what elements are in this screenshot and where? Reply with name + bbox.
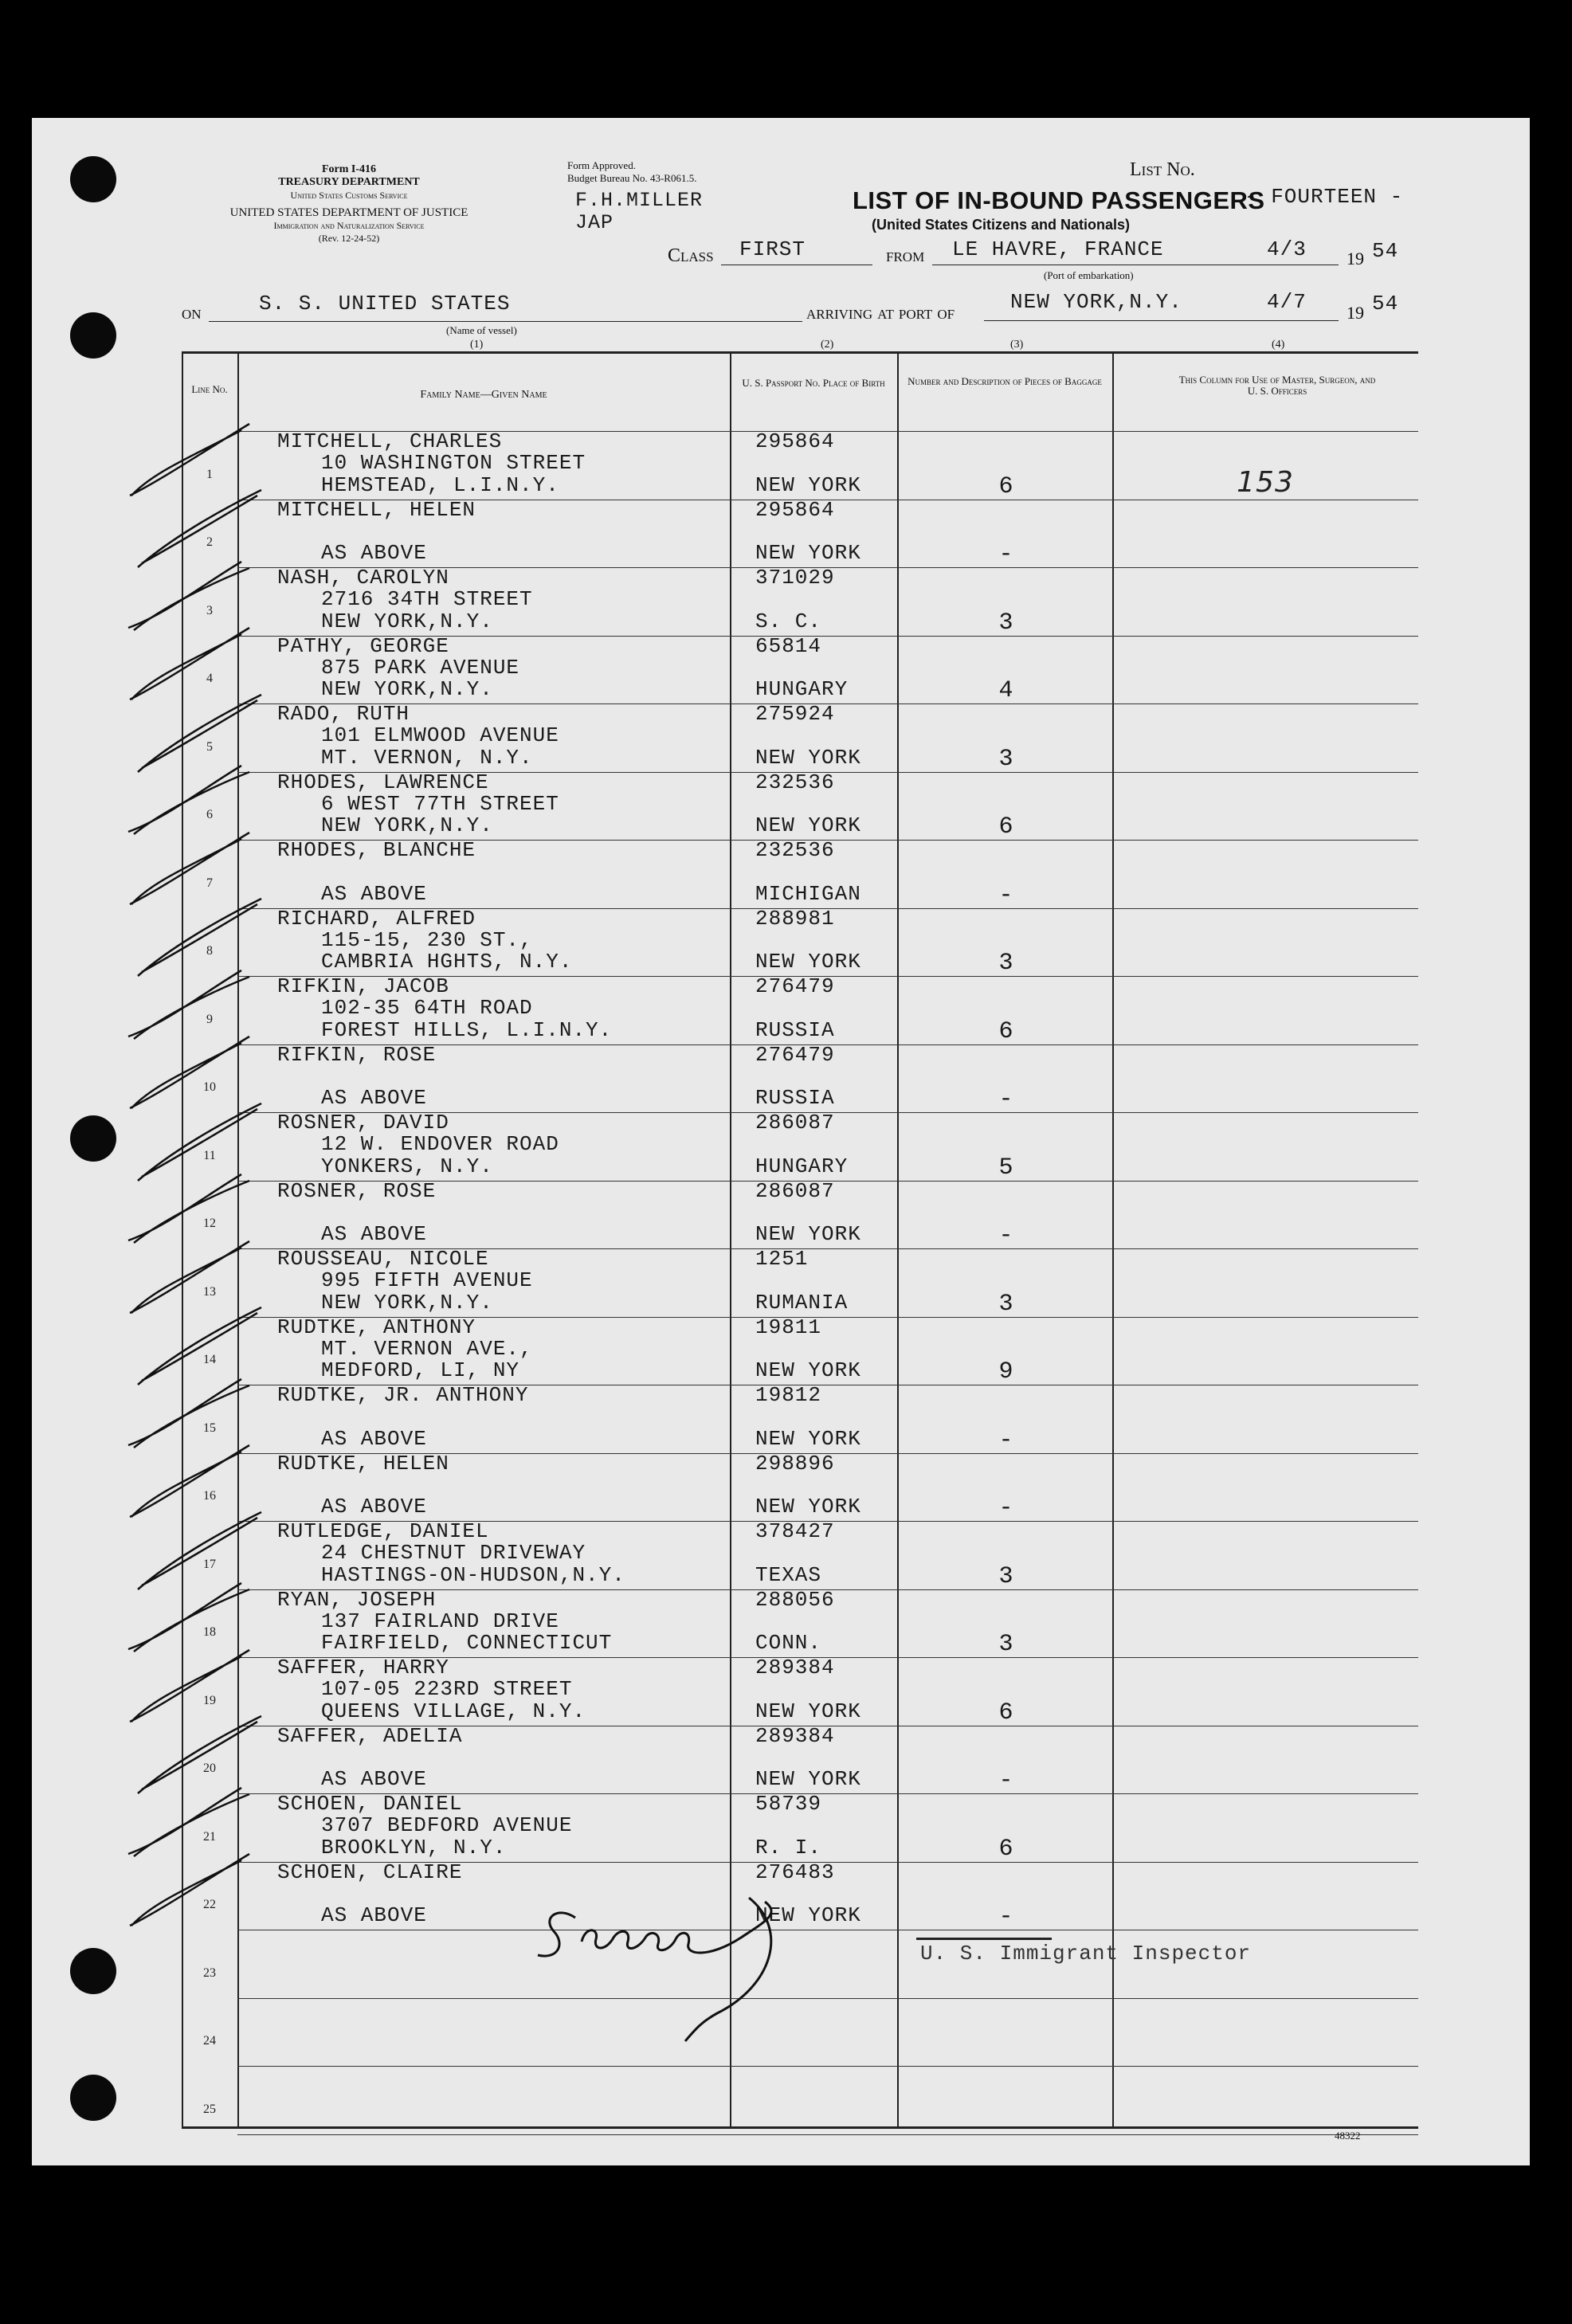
punch-hole (70, 312, 116, 359)
place-of-birth: HUNGARY (755, 1154, 849, 1178)
arriving-label: arriving at port of (806, 303, 955, 323)
passenger-name: RHODES, LAWRENCE (277, 770, 489, 794)
passport-number: 276479 (755, 974, 835, 998)
approved-text: Form Approved. (567, 159, 636, 171)
col-num-2: (2) (821, 339, 834, 351)
place-of-birth: NEW YORK (755, 541, 861, 565)
line-number: 20 (203, 1762, 216, 1775)
address-line-2: BROOKLYN, N.Y. (321, 1835, 507, 1860)
address-line-1: 875 PARK AVENUE (321, 655, 520, 680)
punch-hole (70, 156, 116, 202)
embarkation-port: LE HAVRE, FRANCE (952, 237, 1164, 261)
passenger-name: SAFFER, HARRY (277, 1656, 449, 1679)
place-of-birth: NEW YORK (755, 1426, 861, 1451)
place-of-birth: CONN. (755, 1631, 822, 1655)
place-of-birth: NEW YORK (755, 1767, 861, 1791)
table-row (182, 567, 1418, 636)
address-line-1: 3707 BEDFORD AVENUE (321, 1813, 573, 1837)
line-number: 18 (203, 1625, 216, 1639)
address-line-2: AS ABOVE (321, 1495, 427, 1519)
passenger-name: RIFKIN, JACOB (277, 974, 449, 998)
line-number: 6 (206, 808, 213, 821)
line-number: 12 (203, 1217, 216, 1230)
line-number: 25 (203, 2102, 216, 2116)
justice-dept: UNITED STATES DEPARTMENT OF JUSTICE (229, 206, 468, 219)
passport-number: 289384 (755, 1723, 835, 1748)
address-line-2: AS ABOVE (321, 1903, 427, 1927)
vessel-name: S. S. UNITED STATES (259, 292, 511, 315)
line-number: 7 (206, 876, 213, 890)
place-of-birth: R. I. (755, 1835, 822, 1860)
line-number: 11 (203, 1148, 216, 1162)
address-line-2: QUEENS VILLAGE, N.Y. (321, 1699, 586, 1723)
address-line-2: AS ABOVE (321, 1426, 427, 1451)
preparer-initials: JAP (575, 211, 614, 234)
line-number: 15 (203, 1421, 216, 1435)
address-line-2: HASTINGS-ON-HUDSON,N.Y. (321, 1562, 625, 1587)
budget-bureau: Budget Bureau No. 43-R061.5. (567, 172, 697, 184)
passport-number: 232536 (755, 838, 835, 862)
inspector-label: U. S. Immigrant Inspector (920, 1942, 1252, 1965)
table-row (182, 431, 1418, 500)
preparer-name: F.H.MILLER (575, 189, 704, 212)
place-of-birth: TEXAS (755, 1562, 822, 1587)
baggage-count: 9 (998, 1358, 1014, 1385)
baggage-count: - (998, 1426, 1014, 1454)
baggage-count: 3 (998, 609, 1014, 637)
line-number: 5 (206, 739, 213, 754)
baggage-count: - (998, 1495, 1014, 1522)
baggage-count: - (998, 1767, 1014, 1794)
class-value: FIRST (739, 237, 806, 261)
header-officers: This Column for Use of Master, Surgeon, and U. S. Officers (1178, 374, 1376, 397)
baggage-count: 4 (998, 677, 1014, 704)
place-of-birth: NEW YORK (755, 813, 861, 837)
arrival-date: 4/7 (1267, 290, 1307, 314)
address-line-2: MEDFORD, LI, NY (321, 1358, 520, 1382)
baggage-count: - (998, 1222, 1014, 1249)
baggage-count: 6 (998, 1835, 1014, 1863)
address-line-1: 2716 34TH STREET (321, 587, 533, 611)
form-number: Form I-416 (321, 163, 377, 175)
place-of-birth: HUNGARY (755, 677, 849, 701)
class-label: Class (668, 245, 714, 266)
line-number: 13 (203, 1284, 216, 1299)
address-line-1: 115-15, 230 ST., (321, 927, 533, 952)
place-of-birth: NEW YORK (755, 745, 861, 770)
form-approval (567, 159, 696, 185)
col-num-3: (3) (1010, 339, 1024, 351)
punch-hole (70, 1948, 116, 1994)
baggage-count: 6 (998, 472, 1014, 500)
header-line-no: Line No. (191, 383, 228, 395)
passenger-name: RUTLEDGE, DANIEL (277, 1519, 489, 1543)
passport-number: 286087 (755, 1111, 835, 1135)
baggage-count: - (998, 881, 1014, 909)
table-row (182, 1723, 1418, 1794)
form-title: LIST OF IN-BOUND PASSENGERS (853, 186, 1265, 214)
baggage-count: - (998, 1086, 1014, 1113)
passport-number: 295864 (755, 429, 835, 453)
passport-number: 378427 (755, 1519, 835, 1543)
form-header-left (190, 163, 508, 245)
address-line-1: 995 FIFTH AVENUE (321, 1268, 533, 1292)
passport-number: 232536 (755, 770, 835, 794)
address-line-2: AS ABOVE (321, 1086, 427, 1110)
baggage-count: 6 (998, 1699, 1014, 1726)
baggage-count: 6 (998, 1017, 1014, 1045)
table-row (182, 1793, 1418, 1862)
line-number: 16 (203, 1489, 216, 1503)
line-number: 24 (203, 2034, 216, 2048)
line-number: 10 (203, 1080, 216, 1094)
line-number: 23 (203, 1965, 216, 1980)
address-line-1: 6 WEST 77TH STREET (321, 791, 559, 816)
line-number: 4 (206, 672, 213, 685)
table-row (182, 1657, 1418, 1726)
passenger-name: SCHOEN, CLAIRE (277, 1860, 463, 1884)
passport-number: 65814 (755, 633, 822, 658)
passport-number: 289384 (755, 1656, 835, 1679)
address-line-2: FOREST HILLS, L.I.N.Y. (321, 1017, 613, 1042)
port-embarkation-caption: (Port of embarkation) (1044, 269, 1134, 281)
passenger-name: NASH, CAROLYN (277, 566, 449, 590)
table-row (182, 1521, 1418, 1589)
passenger-name: SAFFER, ADELIA (277, 1723, 463, 1748)
header-name: Family Name—Given Name (420, 389, 547, 401)
header-baggage: Number and Description of Pieces of Baggage (908, 375, 1102, 387)
vessel-caption: (Name of vessel) (446, 324, 517, 336)
address-line-1: 12 W. ENDOVER ROAD (321, 1132, 559, 1156)
line-number: 2 (206, 535, 213, 549)
address-line-2: NEW YORK,N.Y. (321, 813, 493, 837)
table-row (182, 1248, 1418, 1317)
line-number: 19 (203, 1693, 216, 1707)
list-no-label: List No. (1130, 159, 1195, 180)
passenger-name: RADO, RUTH (277, 702, 410, 726)
place-of-birth: NEW YORK (755, 1699, 861, 1723)
passenger-table (182, 351, 1418, 2129)
line-number: 1 (206, 467, 213, 481)
passenger-name: RHODES, BLANCHE (277, 838, 476, 862)
officer-note: 153 (1237, 465, 1294, 499)
table-row (182, 2066, 1418, 2134)
departure-date: 4/3 (1267, 237, 1307, 261)
place-of-birth: S. C. (755, 609, 822, 633)
baggage-count: 3 (998, 745, 1014, 773)
passenger-name: RIFKIN, ROSE (277, 1042, 437, 1067)
line-number: 3 (206, 603, 213, 617)
passport-number: 19811 (755, 1315, 822, 1339)
footer-code: 48322 (1335, 2130, 1361, 2142)
passenger-name: RUDTKE, HELEN (277, 1451, 449, 1476)
list-no-value: - FOURTEEN - (1245, 185, 1404, 209)
address-line-1: 102-35 64TH ROAD (321, 996, 533, 1020)
punch-hole (70, 2075, 116, 2121)
passport-number: 1251 (755, 1247, 809, 1271)
place-of-birth: MICHIGAN (755, 881, 861, 906)
check-mark (122, 1846, 281, 1942)
table-row (182, 1178, 1418, 1249)
baggage-count: 3 (998, 950, 1014, 977)
arrival-year-prefix: 19 (1347, 303, 1364, 323)
address-line-2: FAIRFIELD, CONNECTICUT (321, 1631, 613, 1655)
passenger-name: ROUSSEAU, NICOLE (277, 1247, 489, 1271)
table-row (182, 840, 1418, 908)
passenger-name: SCHOEN, DANIEL (277, 1792, 463, 1816)
passport-number: 276479 (755, 1042, 835, 1067)
address-line-2: CAMBRIA HGHTS, N.Y. (321, 950, 573, 974)
line-number: 8 (206, 944, 213, 958)
baggage-count: 3 (998, 1631, 1014, 1658)
from-label: from (886, 245, 925, 266)
table-row (182, 1112, 1418, 1181)
line-number: 17 (203, 1557, 216, 1571)
address-line-2: YONKERS, N.Y. (321, 1154, 493, 1178)
baggage-count: 5 (998, 1154, 1014, 1182)
form-subtitle: (United States Citizens and Nationals) (872, 217, 1131, 233)
arrival-year: 54 (1372, 292, 1399, 315)
address-line-2: NEW YORK,N.Y. (321, 677, 493, 701)
table-row (182, 1385, 1418, 1453)
address-line-2: AS ABOVE (321, 881, 427, 906)
typed-preparer (575, 190, 703, 234)
place-of-birth: NEW YORK (755, 950, 861, 974)
col-num-1: (1) (470, 339, 484, 351)
header-passport: U. S. Passport No. Place of Birth (742, 377, 885, 389)
baggage-count: - (998, 541, 1014, 568)
row-rule (237, 2134, 1418, 2135)
arrival-port: NEW YORK,N.Y. (1010, 290, 1182, 314)
place-of-birth: RUMANIA (755, 1290, 849, 1315)
address-line-1: 24 CHESTNUT DRIVEWAY (321, 1541, 586, 1565)
departure-year-prefix: 19 (1347, 249, 1364, 268)
table-row (182, 1453, 1418, 1522)
address-line-2: NEW YORK,N.Y. (321, 609, 493, 633)
passport-number: 276483 (755, 1860, 835, 1884)
place-of-birth: RUSSIA (755, 1017, 835, 1042)
passport-number: 275924 (755, 702, 835, 726)
address-line-2: AS ABOVE (321, 1222, 427, 1246)
punch-hole (70, 1115, 116, 1162)
address-line-2: AS ABOVE (321, 1767, 427, 1791)
place-of-birth: NEW YORK (755, 1495, 861, 1519)
on-label: on (182, 303, 202, 323)
address-line-1: MT. VERNON AVE., (321, 1336, 533, 1361)
passenger-name: RICHARD, ALFRED (277, 906, 476, 931)
treasury-dept: TREASURY DEPARTMENT (278, 176, 420, 188)
table-row (182, 1589, 1418, 1658)
address-line-1: 137 FAIRLAND DRIVE (321, 1609, 559, 1633)
passport-number: 298896 (755, 1451, 835, 1476)
table-row (182, 772, 1418, 841)
customs-service: United States Customs Service (290, 190, 408, 201)
address-line-2: HEMSTEAD, L.I.N.Y. (321, 472, 559, 497)
baggage-count: 3 (998, 1562, 1014, 1590)
line-number: 9 (206, 1012, 213, 1026)
passenger-name: RUDTKE, JR. ANTHONY (277, 1383, 529, 1407)
table-row (182, 976, 1418, 1044)
ins-service: Immigration and Naturalization Service (273, 220, 425, 231)
place-of-birth: NEW YORK (755, 1358, 861, 1382)
address-line-1: 10 WASHINGTON STREET (321, 451, 586, 475)
baggage-count: - (998, 1903, 1014, 1930)
table-row (182, 908, 1418, 977)
passport-number: 19812 (755, 1383, 822, 1407)
col-num-4: (4) (1272, 339, 1285, 351)
passenger-name: ROSNER, DAVID (277, 1111, 449, 1135)
table-row (182, 1044, 1418, 1113)
passenger-name: MITCHELL, CHARLES (277, 429, 503, 453)
line-number: 14 (203, 1353, 216, 1366)
passport-number: 288981 (755, 906, 835, 931)
passenger-name: RUDTKE, ANTHONY (277, 1315, 476, 1339)
passenger-name: MITCHELL, HELEN (277, 497, 476, 522)
inspector-signature (526, 1882, 900, 2057)
line-number: 22 (203, 1898, 216, 1911)
place-of-birth: NEW YORK (755, 472, 861, 497)
address-line-1: 107-05 223RD STREET (321, 1677, 573, 1701)
passport-number: 286087 (755, 1178, 835, 1203)
table-row (182, 1317, 1418, 1385)
passport-number: 295864 (755, 497, 835, 522)
address-line-2: AS ABOVE (321, 541, 427, 565)
line-number: 21 (203, 1829, 216, 1844)
table-row (182, 497, 1418, 568)
place-of-birth: RUSSIA (755, 1086, 835, 1110)
address-line-2: NEW YORK,N.Y. (321, 1290, 493, 1315)
table-row (182, 633, 1418, 704)
departure-year: 54 (1372, 239, 1399, 263)
address-line-1: 101 ELMWOOD AVENUE (321, 723, 559, 747)
baggage-count: 3 (998, 1290, 1014, 1318)
revision: (Rev. 12-24-52) (318, 233, 380, 244)
passport-number: 58739 (755, 1792, 822, 1816)
address-line-2: MT. VERNON, N.Y. (321, 745, 533, 770)
table-row (182, 703, 1418, 772)
passport-number: 288056 (755, 1587, 835, 1612)
passenger-name: RYAN, JOSEPH (277, 1587, 437, 1612)
place-of-birth: NEW YORK (755, 1903, 861, 1927)
passenger-name: PATHY, GEORGE (277, 633, 449, 658)
baggage-count: 6 (998, 813, 1014, 841)
place-of-birth: NEW YORK (755, 1222, 861, 1246)
passport-number: 371029 (755, 566, 835, 590)
passenger-name: ROSNER, ROSE (277, 1178, 437, 1203)
